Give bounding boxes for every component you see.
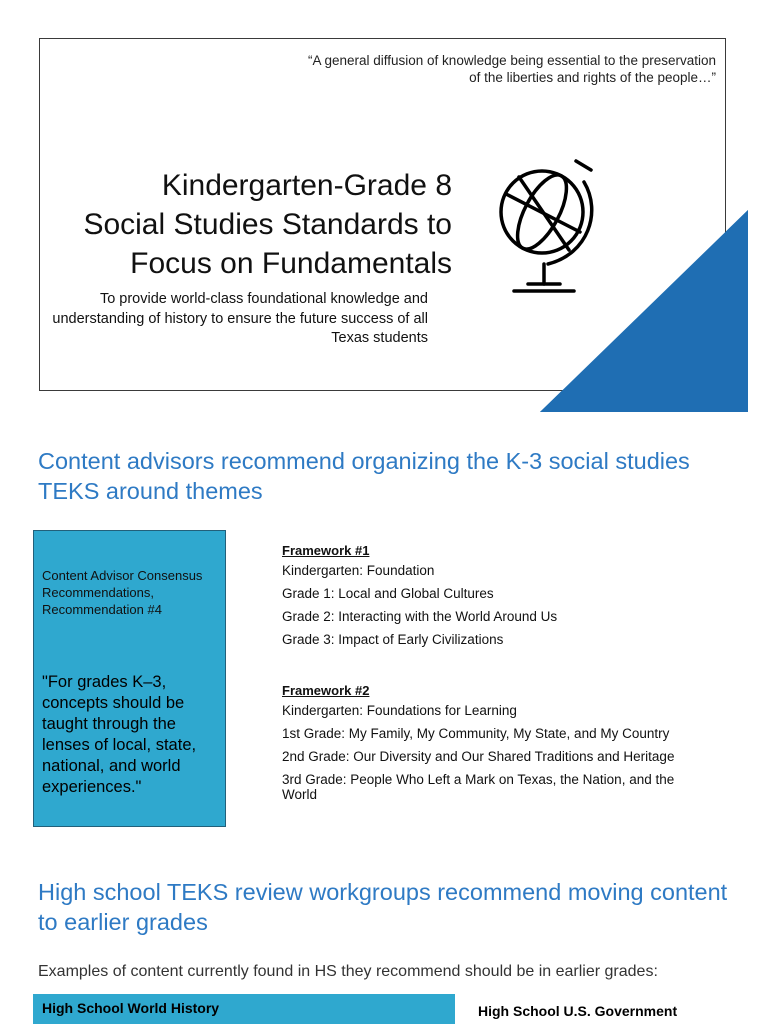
section-heading-k3-themes: Content advisors recommend organizing the K-3 social studies TEKS around themes: [38, 448, 690, 504]
framework-item: Grade 3: Impact of Early Civilizations: [282, 632, 504, 647]
section-heading-hs-workgroups: High school TEKS review workgroups recommend moving content to earlier grades: [38, 879, 728, 935]
framework-item: Kindergarten: Foundation: [282, 563, 435, 578]
framework-title: Framework #2: [282, 683, 370, 698]
framework-item: 3rd Grade: People Who Left a Mark on Texas, the Nation, and the World: [282, 772, 675, 802]
globe-icon: [492, 150, 598, 296]
advisor-recommendation-box: [33, 530, 226, 827]
cover-subtitle: To provide world-class foundational knowledge and understanding of history to ensure the future success of all Texas students: [52, 291, 428, 346]
framework-2: [282, 683, 722, 810]
cover-title-line: Social Studies Standards to: [83, 208, 452, 241]
framework-item: 1st Grade: My Family, My Community, My State, and My Country: [282, 726, 670, 741]
framework-item: Grade 1: Local and Global Cultures: [282, 586, 494, 601]
examples-intro: Examples of content currently found in HS they recommend should be in earlier grades:: [38, 963, 658, 980]
cover-quote: “A general diffusion of knowledge being essential to the preservation of the liberties and rights of the people…”: [307, 53, 716, 85]
framework-title: Framework #1: [282, 543, 370, 558]
framework-1: [282, 543, 722, 655]
hs-world-history-header: High School World History: [33, 994, 455, 1024]
framework-item: 2nd Grade: Our Diversity and Our Shared Traditions and Heritage: [282, 749, 675, 764]
framework-item: Grade 2: Interacting with the World Around Us: [282, 609, 558, 624]
framework-item: Kindergarten: Foundations for Learning: [282, 703, 517, 718]
hs-us-government-header: High School U.S. Government: [478, 1003, 678, 1019]
advisor-quote: "For grades K–3, concepts should be taught through the lenses of local, state, national, and world experiences.": [42, 673, 197, 796]
cover-title-line: Focus on Fundamentals: [130, 247, 452, 280]
advisor-label: Content Advisor Consensus Recommendations, Recommendation #4: [42, 568, 203, 617]
cover-title: [40, 166, 452, 283]
cover-title-line: Kindergarten-Grade 8: [161, 169, 452, 202]
